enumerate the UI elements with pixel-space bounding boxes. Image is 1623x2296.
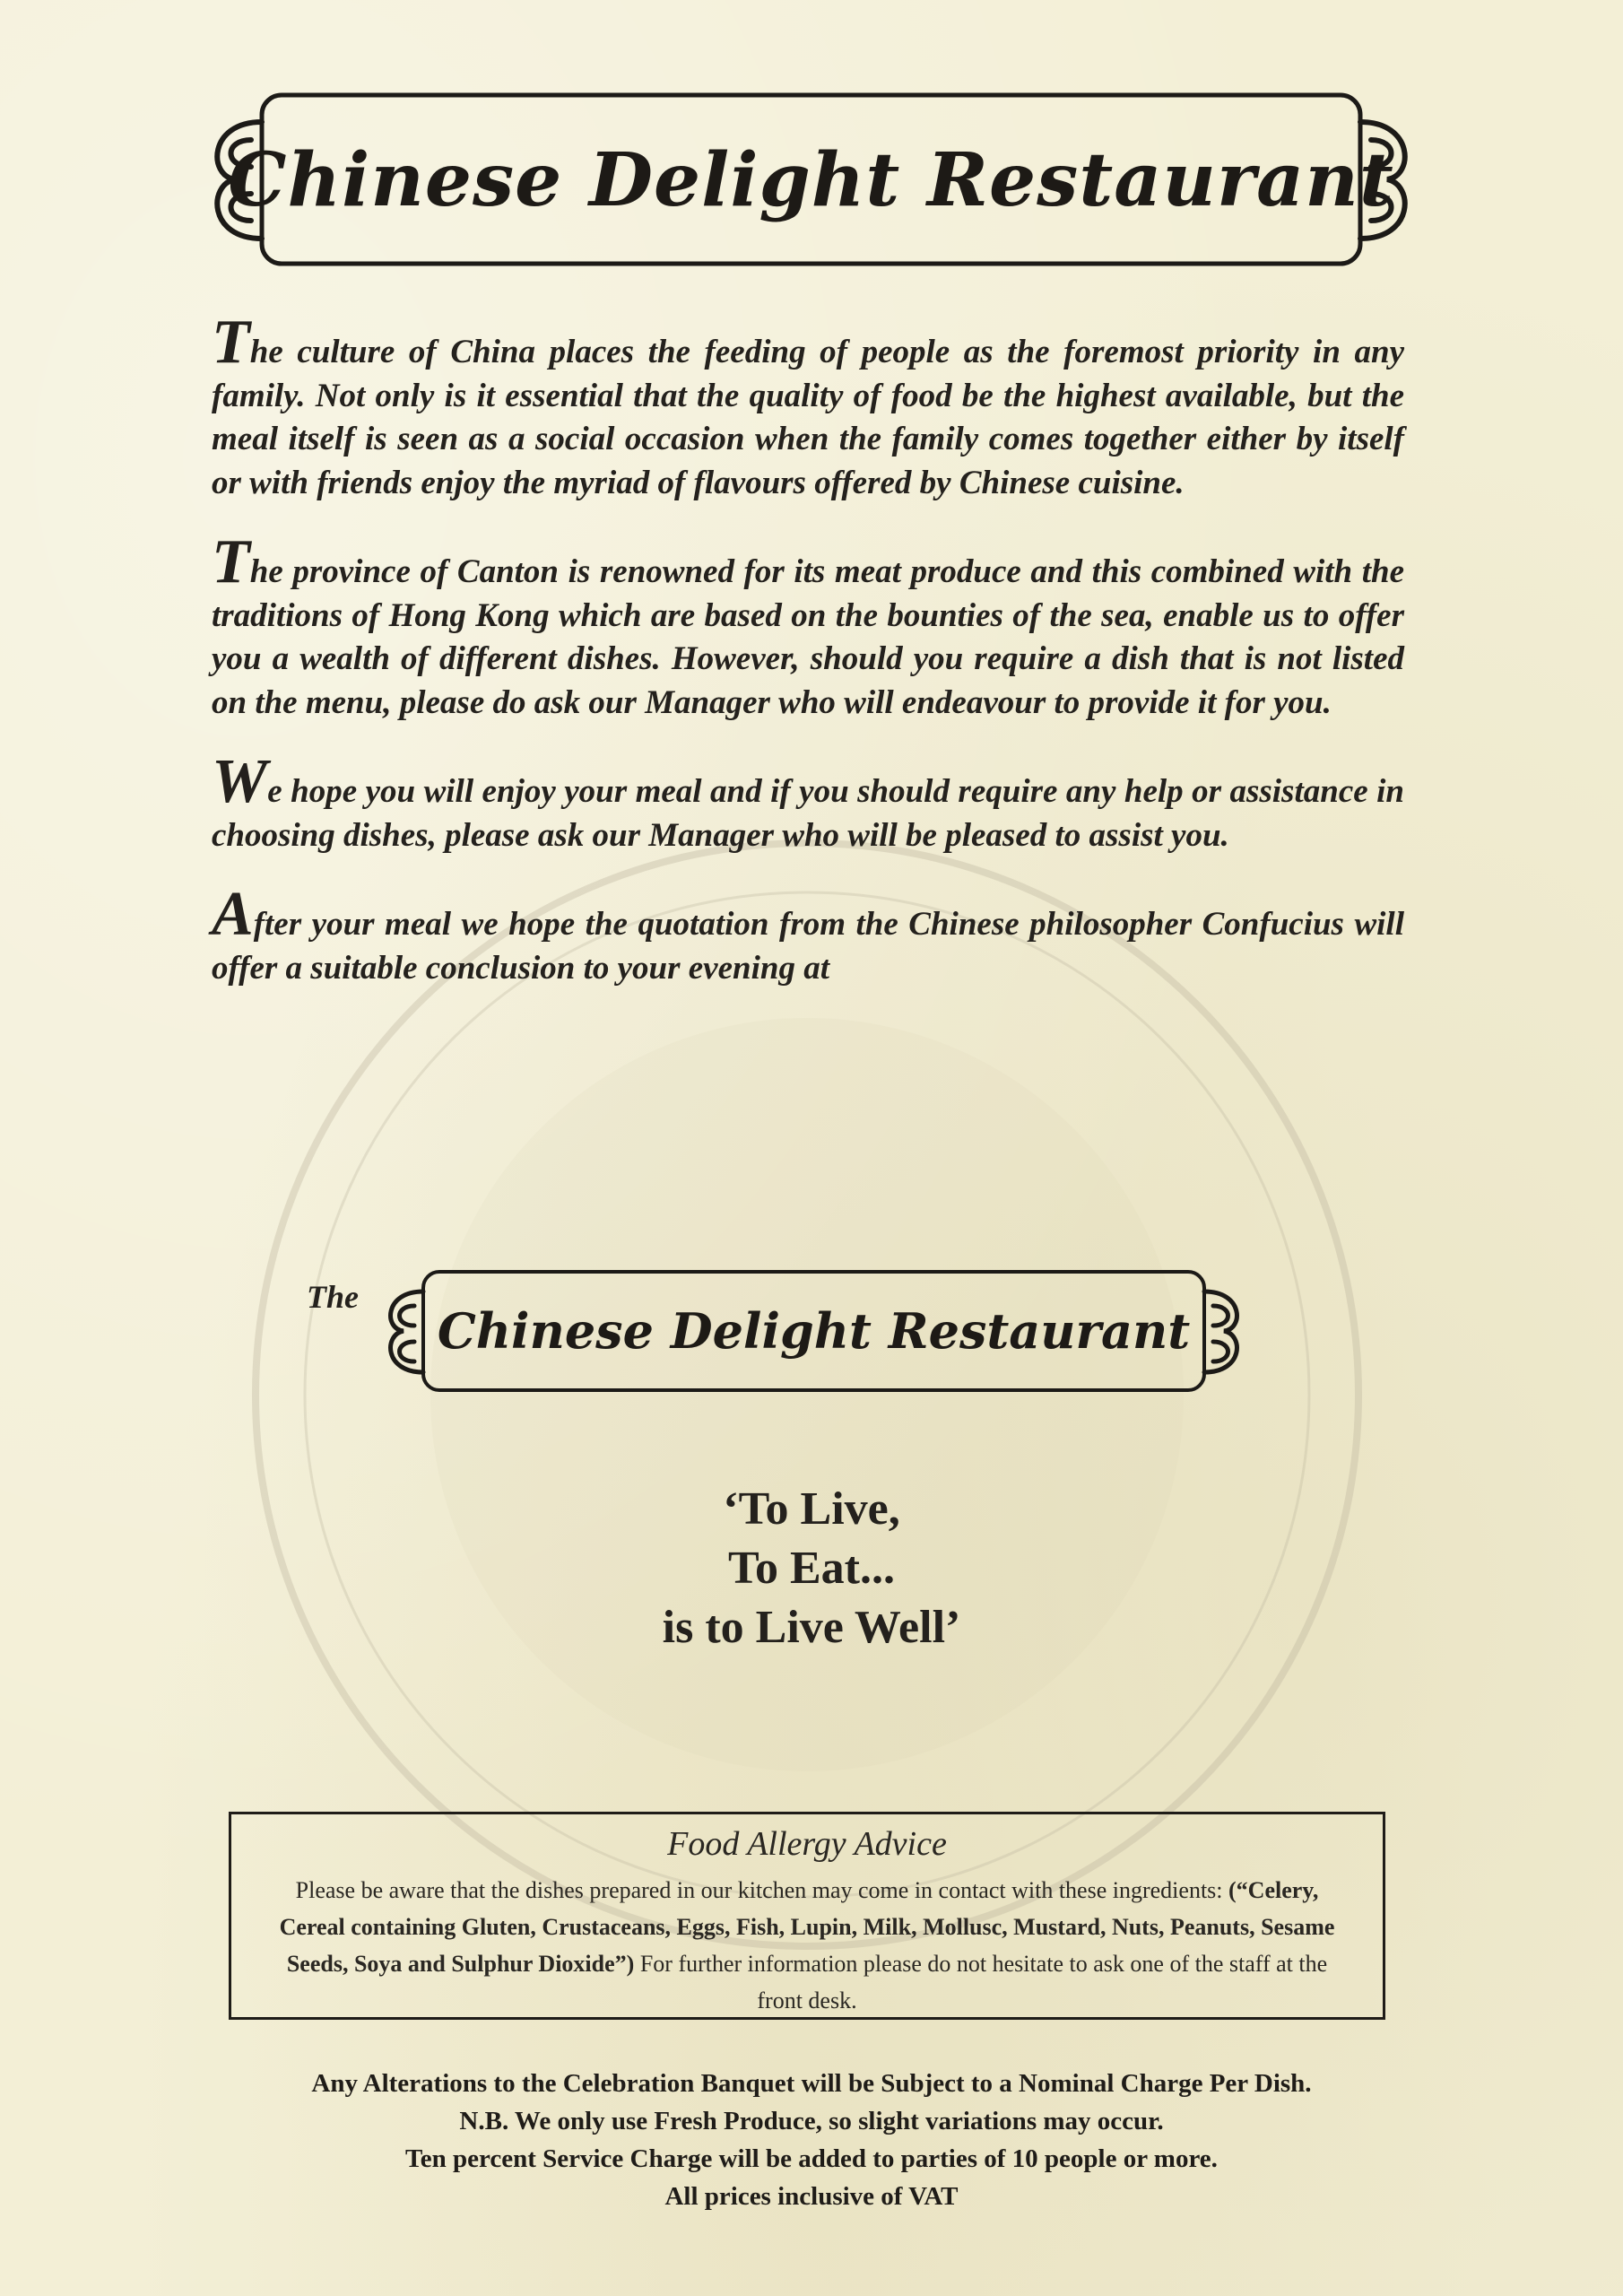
intro-paragraph: After your meal we hope the quotation from the Chinese philosopher Confucius will offer a suitable conclusion to your evening at (212, 880, 1404, 987)
confucius-quote (0, 1480, 1623, 1657)
intro-paragraph: The province of Canton is renowned for its meat produce and this combined with the traditions of Hong Kong which are based on the bounties of the sea, enable us to offer you a wealth of different dishes. However, should you require a dish that is not listed on the menu, please do ask our Manager who will endeavour to provide it for you. (212, 527, 1404, 721)
intro-paragraph: We hope you will enjoy your meal and if you should require any help or assistance in choosing dishes, please ask our Manager who will be pleased to assist you. (212, 747, 1404, 854)
drop-cap: T (212, 527, 250, 596)
footer-line: Any Alterations to the Celebration Banquet will be Subject to a Nominal Charge Per Dish. (311, 2069, 1312, 2098)
intro-paragraph: The culture of China places the feeding of people as the foremost priority in any family. Not only is it essential that the quality of food be the highest available, but the meal itself is seen as a social occasion when the family comes together either by itself or with friends enjoy the myriad of flavours offered by Chinese cuisine. (212, 308, 1404, 501)
allergy-text: Please be aware that the dishes prepared in our kitchen may come in contact with these ingredients: (“Celery, Cereal containing Gluten, Crustaceans, Eggs, Fish, Lupin, Milk, Mollusc, Mustard, Nuts, Peanuts, Sesame Seeds, Soya and Sulphur Dioxide”) For further information please do not hesitate to ask one of the staff at the front desk. (279, 1877, 1335, 2013)
footer-line: All prices inclusive of VAT (664, 2182, 959, 2211)
footer-line: N.B. We only use Fresh Produce, so slight variations may occur. (459, 2107, 1164, 2135)
quote-line: To Eat... (728, 1543, 895, 1594)
signature-prefix: The (307, 1279, 359, 1315)
introduction (212, 308, 1404, 1030)
food-allergy-box (229, 1812, 1385, 2020)
allergen-list: (“Celery, Cereal containing Gluten, Crustaceans, Eggs, Fish, Lupin, Milk, Mollusc, Mustard, Nuts, Peanuts, Sesame Seeds, Soya and Sulphur Dioxide”) (279, 1877, 1335, 1977)
quote-line: is to Live Well’ (662, 1602, 961, 1653)
drop-cap: A (212, 880, 254, 949)
signature-restaurant-name: Chinese Delight Restaurant (437, 1302, 1191, 1360)
footer-line: Ten percent Service Charge will be added to parties of 10 people or more. (405, 2144, 1218, 2173)
allergy-title: Food Allergy Advice (667, 1825, 947, 1863)
quote-line: ‘To Live, (723, 1483, 900, 1535)
restaurant-title: Chinese Delight Restaurant (228, 137, 1394, 223)
footer-notes (0, 2065, 1623, 2215)
drop-cap: T (212, 308, 250, 377)
drop-cap: W (212, 747, 268, 816)
